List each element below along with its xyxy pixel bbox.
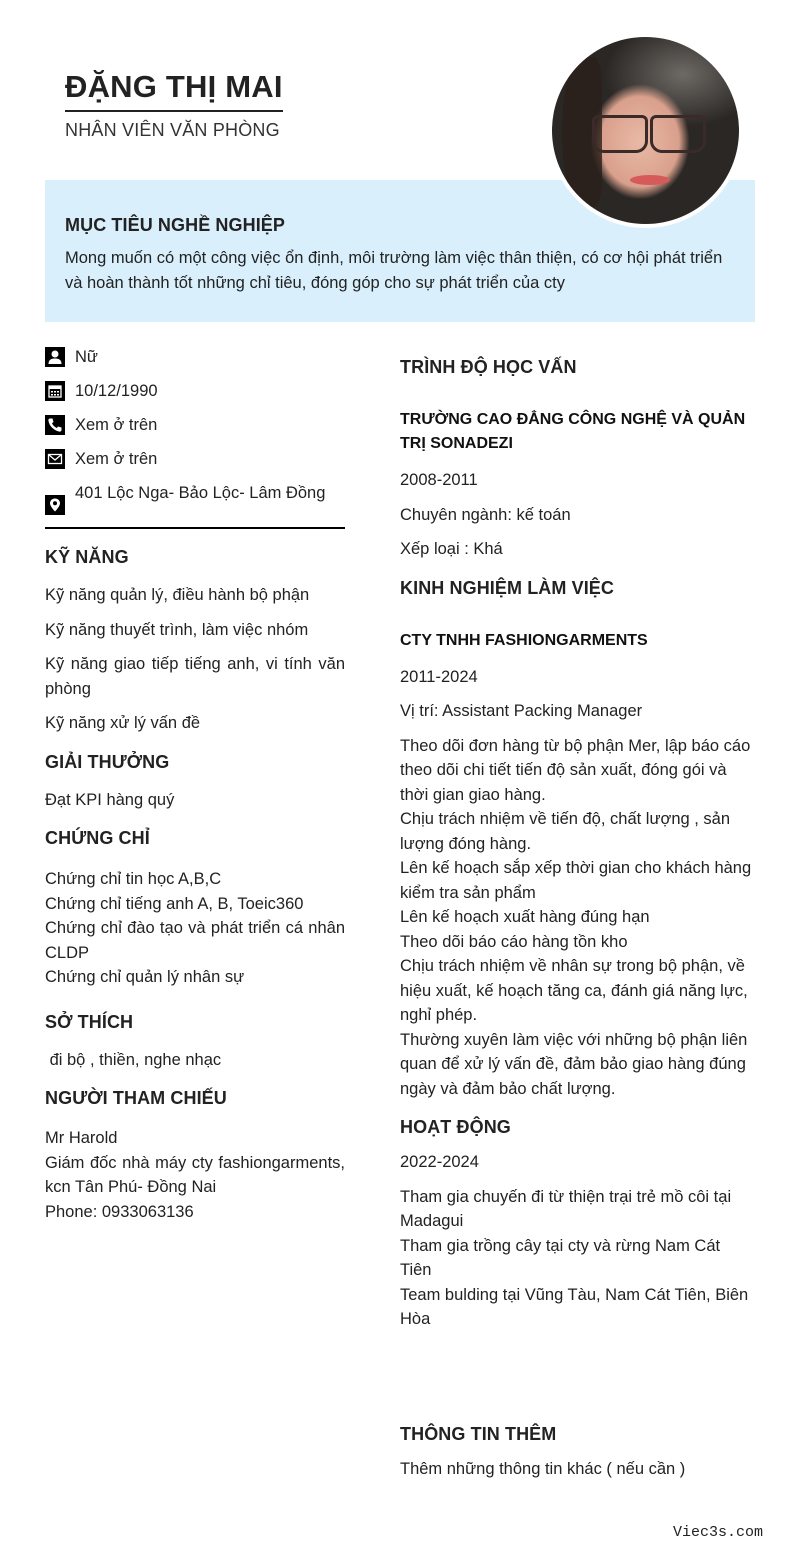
- experience-section: [400, 578, 755, 1102]
- skill-item: Kỹ năng quản lý, điều hành bộ phận: [45, 586, 310, 604]
- education-major: Chuyên ngành: kế toán: [400, 505, 571, 524]
- email-value: Xem ở trên: [75, 450, 158, 468]
- location-pin-icon: [45, 495, 65, 515]
- address-value: 401 Lộc Nga- Bảo Lộc- Lâm Đồng: [75, 484, 326, 502]
- duty-item: Lên kế hoạch xuất hàng đúng hạn: [400, 908, 650, 926]
- section-title-experience: KINH NGHIỆM LÀM VIỆC: [400, 577, 615, 598]
- header: [65, 66, 283, 141]
- contact-phone: [45, 413, 345, 437]
- education-section: [400, 357, 755, 562]
- section-title-certificates: CHỨNG CHỈ: [45, 828, 150, 848]
- objective-text: Mong muốn có một công việc ổn định, môi trường làm việc thân thiện, có cơ hội phát triển và hoàn thành tốt những chỉ tiêu, đóng góp cho sự phát triển của cty: [65, 249, 723, 292]
- left-divider: [45, 527, 345, 529]
- duty-item: Chịu trách nhiệm về tiến độ, chất lượng , sản lượng đóng hàng.: [400, 810, 731, 853]
- award-item: Đạt KPI hàng quý: [45, 790, 175, 809]
- references-section: [45, 1088, 345, 1224]
- profile-photo: [552, 37, 739, 224]
- education-grade: Xếp loại : Khá: [400, 540, 503, 558]
- section-title-education: TRÌNH ĐỘ HỌC VẤN: [400, 357, 577, 377]
- school-name: TRƯỜNG CAO ĐẲNG CÔNG NGHỆ VÀ QUẢN TRỊ SONADEZI: [400, 411, 746, 452]
- experience-period: 2011-2024: [400, 667, 478, 686]
- reference-name: Mr Harold: [45, 1129, 118, 1147]
- right-column: [400, 357, 755, 1481]
- section-title-additional: THÔNG TIN THÊM: [400, 1423, 557, 1444]
- company-name: CTY TNHH FASHIONGARMENTS: [400, 631, 648, 649]
- section-title-objective: MỤC TIÊU NGHỀ NGHIỆP: [65, 215, 286, 235]
- certificate-item: Chứng chỉ tiếng anh A, B, Toeic360: [45, 894, 304, 913]
- section-title-activities: HOẠT ĐỘNG: [400, 1117, 511, 1137]
- certificate-item: Chứng chỉ quản lý nhân sự: [45, 968, 245, 986]
- contact-birthday: [45, 379, 345, 403]
- duty-item: Thường xuyên làm việc với những bộ phận liên quan để xử lý vấn đề, đảm bảo giao hàng đúng ngày và đảm bảo chất lượng.: [400, 1030, 748, 1098]
- candidate-name: ĐẶNG THỊ MAI: [65, 66, 283, 112]
- watermark: Viec3s.com: [672, 1524, 763, 1541]
- contact-email: [45, 447, 345, 471]
- skills-section: [45, 547, 345, 736]
- hobbies-section: [45, 1012, 345, 1073]
- birthday-value: 10/12/1990: [75, 382, 158, 400]
- hobbies-text: đi bộ , thiền, nghe nhạc: [45, 1050, 222, 1069]
- duty-item: Chịu trách nhiệm về nhân sự trong bộ phận, về hiệu xuất, kế hoạch tăng ca, đánh giá năng lực, nghỉ phép.: [400, 957, 748, 1024]
- certificate-item: Chứng chỉ tin học A,B,C: [45, 870, 222, 888]
- section-title-references: NGƯỜI THAM CHIẾU: [45, 1088, 227, 1108]
- reference-position: Giám đốc nhà máy cty fashiongarments, kcn Tân Phú- Đồng Nai: [45, 1153, 345, 1196]
- duty-item: Theo dõi đơn hàng từ bộ phận Mer, lập báo cáo theo dõi chi tiết tiến độ sản xuất, đóng gói và thời gian giao hàng.: [400, 736, 751, 804]
- calendar-icon: [45, 381, 65, 401]
- certificates-section: [45, 828, 345, 990]
- contact-gender: [45, 345, 345, 369]
- gender-value: Nữ: [75, 348, 98, 366]
- activity-item: Team bulding tại Vũng Tàu, Nam Cát Tiên, Biên Hòa: [400, 1285, 749, 1328]
- certificate-item: Chứng chỉ đào tạo và phát triển cá nhân CLDP: [45, 919, 345, 962]
- skill-item: Kỹ năng xử lý vấn đề: [45, 714, 201, 732]
- section-title-hobbies: SỞ THÍCH: [45, 1011, 134, 1032]
- phone-value: Xem ở trên: [75, 416, 158, 434]
- phone-icon: [45, 415, 65, 435]
- skill-item: Kỹ năng thuyết trình, làm việc nhóm: [45, 620, 309, 639]
- duty-item: Lên kế hoạch sắp xếp thời gian cho khách hàng kiểm tra sản phẩm: [400, 859, 752, 902]
- education-period: 2008-2011: [400, 471, 478, 489]
- section-title-awards: GIẢI THƯỞNG: [45, 751, 170, 772]
- section-title-skills: KỸ NĂNG: [45, 547, 129, 567]
- activity-item: Tham gia trồng cây tại cty và rừng Nam Cát Tiên: [400, 1236, 721, 1279]
- additional-info-section: [400, 1424, 755, 1482]
- activity-item: Tham gia chuyến đi từ thiện trại trẻ mồ côi tại Madagui: [400, 1187, 732, 1230]
- mail-icon: [45, 449, 65, 469]
- profile-photo-frame: [548, 33, 743, 228]
- skill-item: Kỹ năng giao tiếp tiếng anh, vi tính văn phòng: [45, 655, 345, 698]
- person-icon: [45, 347, 65, 367]
- job-title: NHÂN VIÊN VĂN PHÒNG: [65, 120, 280, 140]
- activities-period: 2022-2024: [400, 1153, 479, 1171]
- contact-address: [45, 481, 345, 515]
- duty-item: Theo dõi báo cáo hàng tồn kho: [400, 932, 628, 951]
- reference-phone: Phone: 0933063136: [45, 1202, 194, 1221]
- left-column: [45, 345, 345, 1240]
- additional-info-text: Thêm những thông tin khác ( nếu cần ): [400, 1459, 686, 1478]
- activities-section: [400, 1117, 755, 1332]
- experience-position: Vị trí: Assistant Packing Manager: [400, 702, 643, 720]
- awards-section: [45, 752, 345, 813]
